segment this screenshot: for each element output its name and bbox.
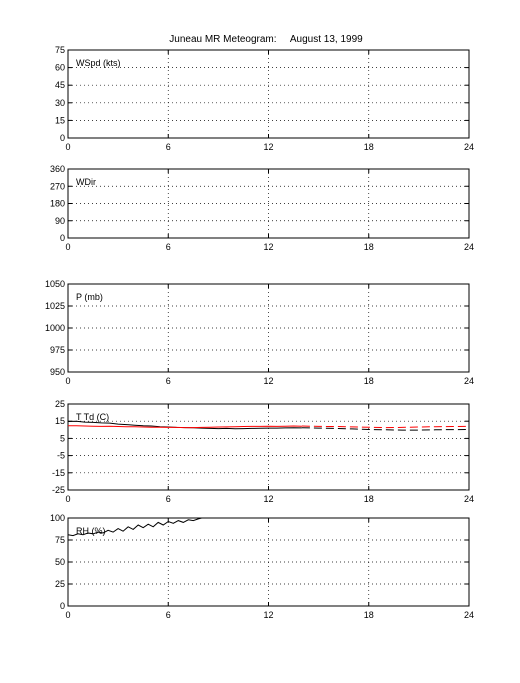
x-tick-label: 0 <box>65 142 71 152</box>
t-td-c-series-line-1 <box>68 426 302 428</box>
rh-label: RH (%) <box>76 526 106 536</box>
y-tick-label: 0 <box>59 233 65 243</box>
t-td-c-series-line-2 <box>302 428 469 430</box>
y-tick-label: 25 <box>54 399 65 409</box>
y-tick-label: 5 <box>59 433 65 444</box>
y-tick-label: 975 <box>49 345 65 355</box>
y-tick-label: 1050 <box>44 279 65 289</box>
x-tick-label: 0 <box>65 242 71 252</box>
x-tick-label: 18 <box>363 376 374 386</box>
y-tick-label: -15 <box>51 467 65 478</box>
x-tick-label: 24 <box>463 142 475 152</box>
y-tick-label: 1025 <box>44 301 65 311</box>
x-tick-label: 24 <box>463 494 475 504</box>
y-tick-label: 15 <box>54 416 65 427</box>
x-tick-label: 0 <box>65 494 71 504</box>
rh-panel <box>50 513 474 620</box>
y-tick-label: 950 <box>49 367 65 377</box>
y-tick-label: 100 <box>49 513 65 523</box>
y-tick-label: 90 <box>54 215 65 226</box>
wdir-label: WDir <box>76 177 96 187</box>
y-tick-label: 270 <box>49 181 65 192</box>
y-tick-label: 360 <box>49 164 65 174</box>
x-tick-label: 24 <box>463 376 475 386</box>
x-tick-label: 6 <box>165 376 171 386</box>
x-tick-label: 18 <box>363 242 374 252</box>
x-tick-label: 6 <box>165 494 171 504</box>
x-tick-label: 6 <box>165 142 171 152</box>
p-mb-label: P (mb) <box>76 292 103 302</box>
t-td-c-panel <box>52 399 474 504</box>
y-tick-label: 45 <box>54 80 65 91</box>
y-tick-label: 0 <box>59 133 65 143</box>
x-tick-label: 0 <box>65 610 71 620</box>
x-tick-label: 18 <box>363 610 374 620</box>
y-tick-label: 1000 <box>44 323 65 333</box>
x-tick-label: 12 <box>263 376 274 386</box>
t-td-c-label: T Td (C) <box>76 412 110 422</box>
x-tick-label: 6 <box>165 610 171 620</box>
y-tick-label: 75 <box>54 45 65 55</box>
x-tick-label: 6 <box>165 242 171 252</box>
y-tick-label: -25 <box>51 485 65 495</box>
wspd-kts-label: WSpd (kts) <box>76 58 121 68</box>
y-tick-label: 75 <box>54 535 65 545</box>
y-tick-label: 50 <box>54 557 65 567</box>
y-tick-label: 180 <box>49 198 65 209</box>
p-mb-panel <box>45 279 474 386</box>
y-tick-label: 60 <box>54 62 65 73</box>
x-tick-label: 24 <box>463 242 475 252</box>
wdir-panel <box>50 164 474 252</box>
y-tick-label: -5 <box>56 450 65 461</box>
x-tick-label: 12 <box>263 494 274 504</box>
x-tick-label: 12 <box>263 242 274 252</box>
x-tick-label: 18 <box>363 494 374 504</box>
x-tick-label: 18 <box>363 142 374 152</box>
y-tick-label: 0 <box>59 601 65 611</box>
wspd-kts-panel <box>55 45 474 152</box>
figure-title: Juneau MR Meteogram: August 13, 1999 <box>169 34 363 45</box>
x-tick-label: 12 <box>263 610 274 620</box>
x-tick-label: 12 <box>263 142 274 152</box>
t-td-c-series-line-3 <box>302 426 469 428</box>
x-tick-label: 24 <box>463 610 475 620</box>
y-tick-label: 15 <box>54 115 65 126</box>
x-tick-label: 0 <box>65 376 71 386</box>
y-tick-label: 30 <box>54 97 65 108</box>
y-tick-label: 25 <box>54 579 65 589</box>
panels <box>45 45 474 620</box>
